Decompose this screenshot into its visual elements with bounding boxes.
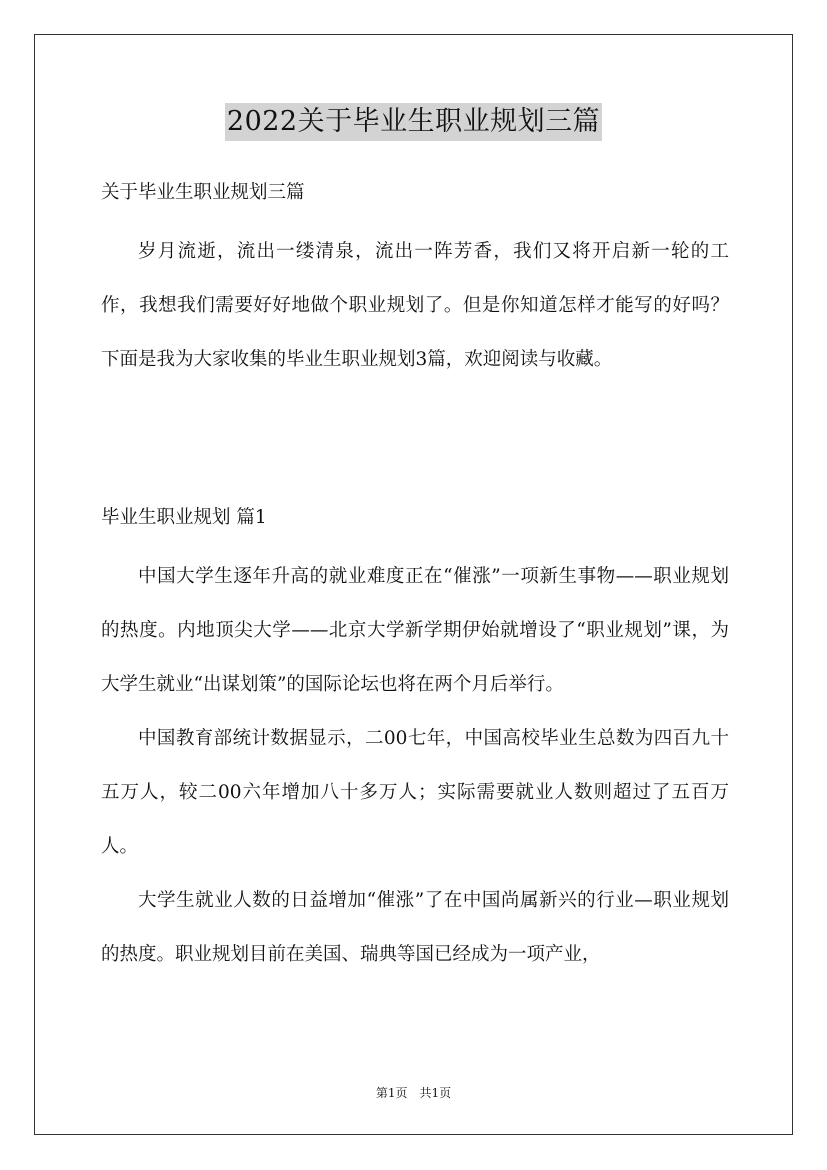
title-container (0, 103, 827, 141)
body-paragraph: 中国大学生逐年升高的就业难度正在“催涨”一项新生事物——职业规划的热度。内地顶尖大学——北京大学新学期伊始就增设了“职业规划”课，为大学生就业“出谋划策”的国际论坛也将在两个月后举行。 (101, 566, 729, 695)
section-body (101, 550, 729, 982)
document-subtitle: 关于毕业生职业规划三篇 (101, 182, 305, 203)
document-title: 2022关于毕业生职业规划三篇 (225, 103, 602, 141)
page-footer: 第1页 共1页 (375, 1086, 452, 1100)
body-paragraph: 中国教育部统计数据显示，二00七年，中国高校毕业生总数为四百九十五万人，较二00六年增加八十多万人；实际需要就业人数则超过了五百万人。 (101, 728, 729, 857)
section-heading: 毕业生职业规划 篇1 (101, 507, 267, 528)
intro-block (101, 225, 729, 387)
intro-paragraph: 岁月流逝，流出一缕清泉，流出一阵芳香，我们又将开启新一轮的工作，我想我们需要好好地做个职业规划了。但是你知道怎样才能写的好吗？下面是我为大家收集的毕业生职业规划3篇，欢迎阅读与收藏。 (101, 241, 729, 370)
body-paragraph: 大学生就业人数的日益增加“催涨”了在中国尚属新兴的行业—职业规划的热度。职业规划目前在美国、瑞典等国已经成为一项产业， (101, 890, 729, 965)
